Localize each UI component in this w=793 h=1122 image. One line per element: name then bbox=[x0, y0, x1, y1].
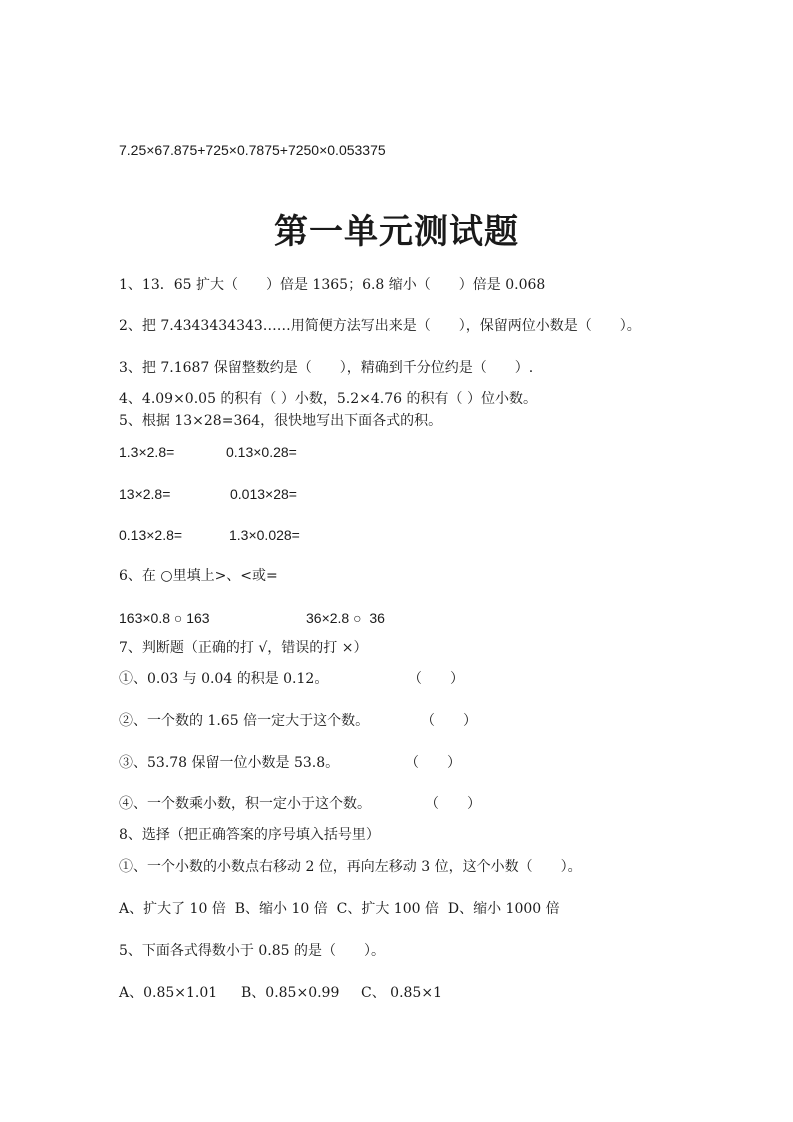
q7-item-paren: （ ） bbox=[421, 713, 477, 729]
q7-item-text: ③、53.78 保留一位小数是 53.8。 bbox=[119, 755, 340, 771]
q5-item-left: 1.3×2.8= bbox=[119, 444, 175, 460]
q5-item-left: 13×2.8= bbox=[119, 486, 171, 502]
q7-item-text: ①、0.03 与 0.04 的积是 0.12。 bbox=[119, 671, 329, 687]
question-1: 1、13．65 扩大（ ）倍是 1365；6.8 缩小（ ）倍是 0.068 bbox=[119, 277, 546, 293]
page-title: 第一单元测试题 bbox=[274, 212, 519, 252]
question-6: 6、在 ○里填上>、<或= bbox=[119, 568, 278, 584]
q5-item-right: 0.013×28= bbox=[230, 486, 297, 502]
top-expression: 7.25×67.875+725×0.7875+7250×0.053375 bbox=[119, 142, 386, 158]
q5-item-right: 1.3×0.028= bbox=[229, 527, 300, 543]
q8-sub-2: 5、下面各式得数小于 0.85 的是（ ）。 bbox=[119, 943, 385, 959]
q7-item-paren: （ ） bbox=[405, 755, 461, 771]
q7-item-text: ②、一个数的 1.65 倍一定大于这个数。 bbox=[119, 713, 370, 729]
question-5: 5、根据 13×28=364，很快地写出下面各式的积。 bbox=[119, 413, 443, 429]
q6-item-right: 36×2.8 ○ 36 bbox=[306, 610, 385, 626]
question-2: 2、把 7.4343434343……用简便方法写出来是（ ），保留两位小数是（ ）。 bbox=[119, 318, 641, 334]
q5-item-right: 0.13×0.28= bbox=[226, 444, 297, 460]
question-8: 8、选择（把正确答案的序号填入括号里） bbox=[119, 827, 380, 843]
question-3: 3、把 7.1687 保留整数约是（ ），精确到千分位约是（ ）. bbox=[119, 360, 534, 376]
q8-sub-1-options: A、扩大了 10 倍 B、缩小 10 倍 C、扩大 100 倍 D、缩小 1000 倍 bbox=[119, 901, 560, 917]
q6-item-left: 163×0.8 ○ 163 bbox=[119, 610, 210, 626]
q8-sub-2-option-b: B、0.85×0.99 bbox=[241, 985, 340, 1001]
q7-item-text: ④、一个数乘小数，积一定小于这个数。 bbox=[119, 796, 371, 812]
q5-item-left: 0.13×2.8= bbox=[119, 527, 183, 543]
q7-item-paren: （ ） bbox=[425, 796, 481, 812]
question-7: 7、判断题（正确的打 √，错误的打 ×） bbox=[119, 640, 368, 656]
q8-sub-1: ①、一个小数的小数点右移动 2 位，再向左移动 3 位，这个小数（ ）。 bbox=[119, 859, 582, 875]
question-4: 4、4.09×0.05 的积有（ ）小数，5.2×4.76 的积有（ ）位小数。 bbox=[119, 391, 537, 407]
q8-sub-2-option-c: C、 0.85×1 bbox=[361, 985, 442, 1001]
q7-item-paren: （ ） bbox=[408, 671, 464, 687]
q8-sub-2-option-a: A、0.85×1.01 bbox=[119, 985, 218, 1001]
